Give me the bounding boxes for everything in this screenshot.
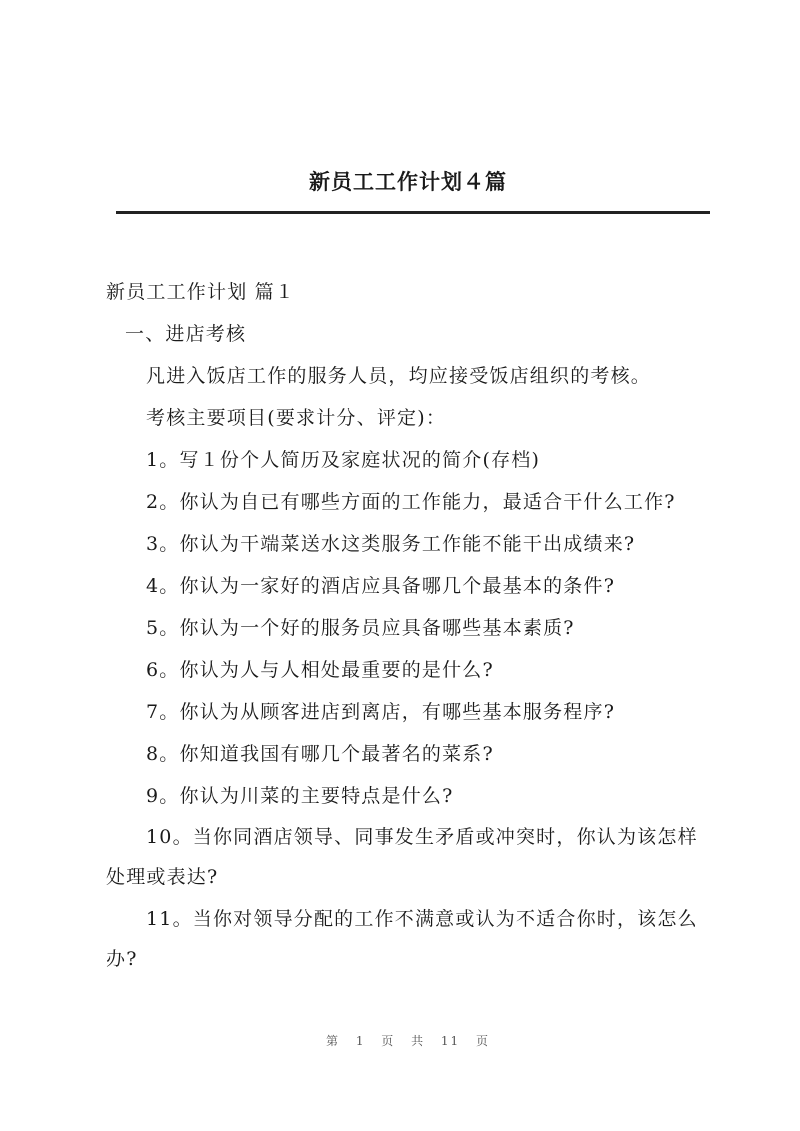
list-item: 8。你知道我国有哪几个最著名的菜系? [146, 743, 494, 765]
paragraph: 凡进入饭店工作的服务人员，均应接受饭店组织的考核。 [146, 365, 652, 387]
page-indicator: 第 1 页 共 11 页 [326, 1034, 490, 1048]
title-underline [116, 211, 710, 214]
list-item: 2。你认为自已有哪些方面的工作能力，最适合干什么工作? [146, 491, 676, 513]
list-item: 4。你认为一家好的酒店应具备哪几个最基本的条件? [146, 575, 616, 597]
paragraph: 考核主要项目(要求计分、评定)： [146, 407, 447, 429]
list-item: 5。你认为一个好的服务员应具备哪些基本素质? [146, 617, 575, 639]
list-item: 7。你认为从顾客进店到离店，有哪些基本服务程序? [146, 701, 616, 723]
list-item: 1。写１份个人简历及家庭状况的简介(存档) [146, 449, 541, 471]
document-body [106, 271, 710, 981]
list-item: 9。你认为川菜的主要特点是什么? [146, 785, 454, 807]
section-heading: 新员工工作计划 篇１ [106, 281, 296, 303]
list-item: 11。当你对领导分配的工作不满意或认为不适合你时，该怎么办? [106, 908, 698, 970]
list-item: 6。你认为人与人相处最重要的是什么? [146, 659, 494, 681]
list-item: 10。当你同酒店领导、同事发生矛盾或冲突时，你认为该怎样处理或表达? [106, 826, 698, 888]
subsection-heading: 一、进店考核 [125, 323, 247, 345]
list-item: 3。你认为干端菜送水这类服务工作能不能干出成绩来? [146, 533, 636, 555]
document-title: 新员工工作计划４篇 [309, 169, 507, 194]
